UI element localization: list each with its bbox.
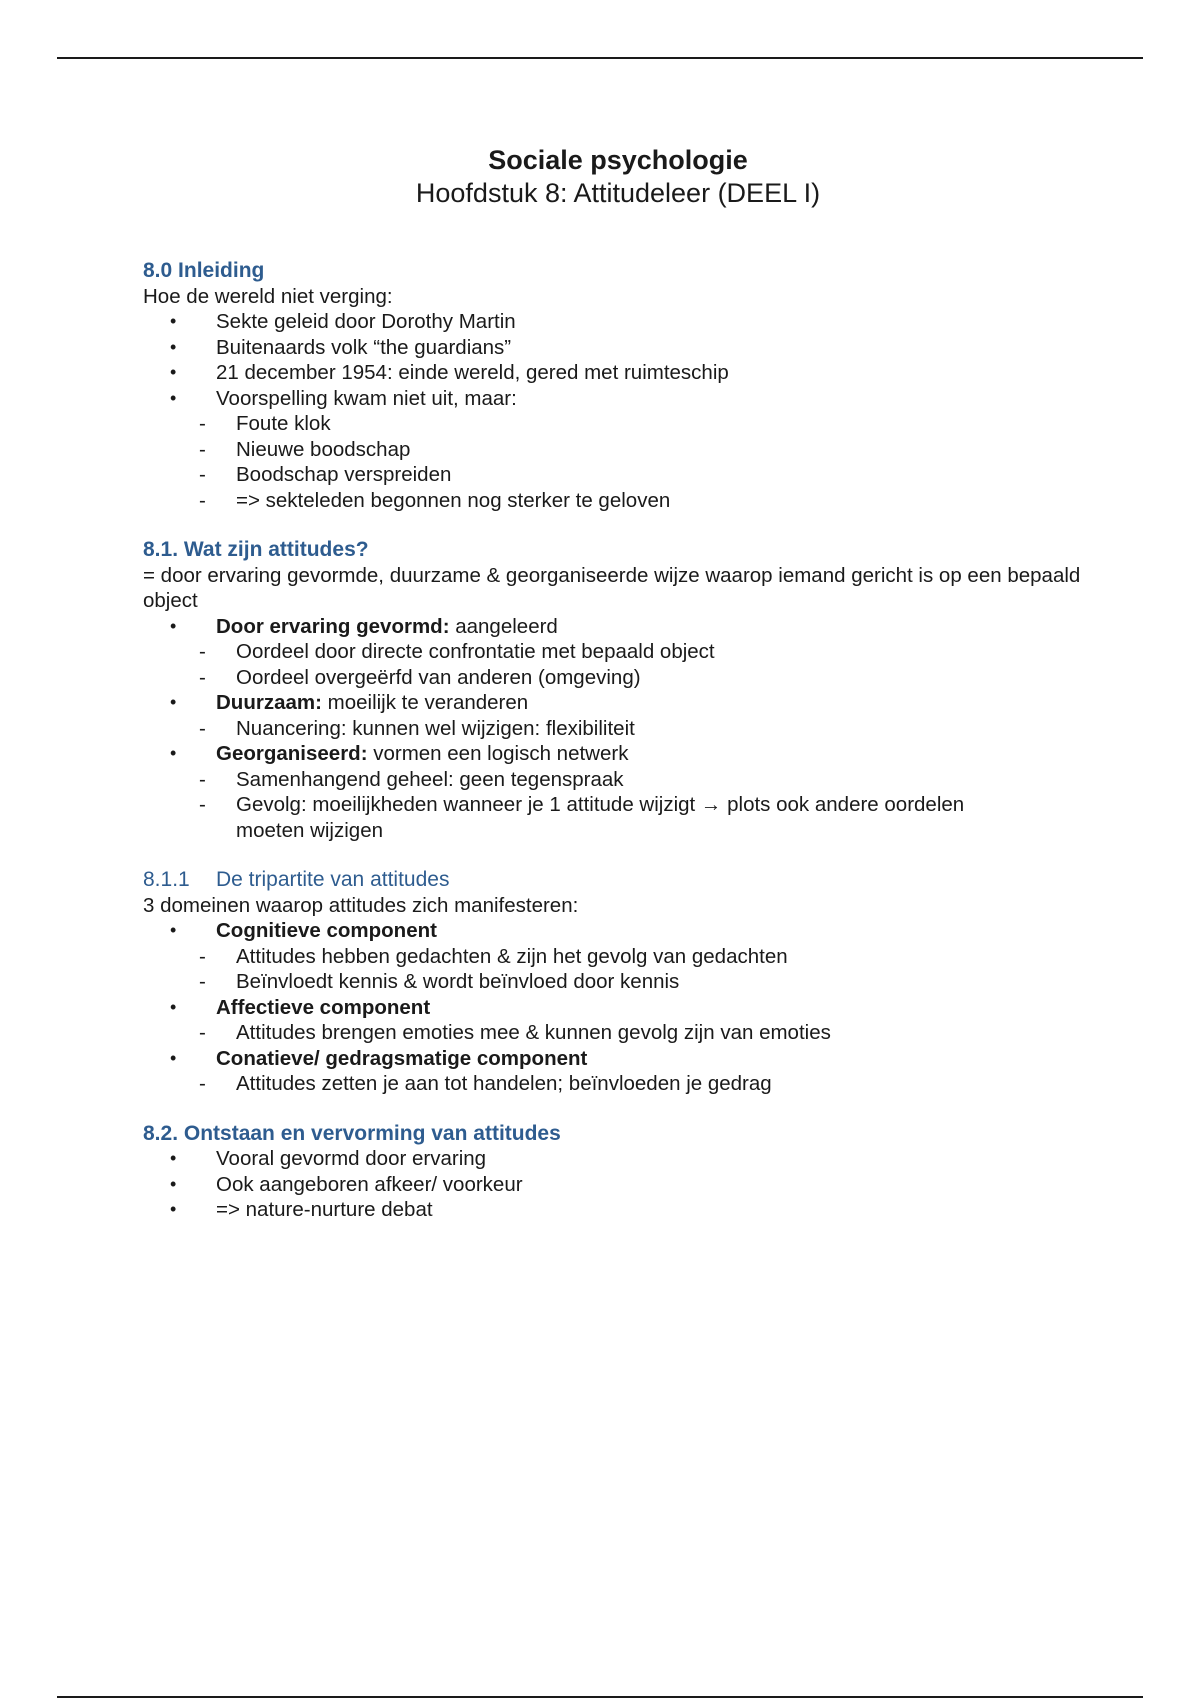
section-intro: 3 domeinen waarop attitudes zich manifesteren: (143, 893, 579, 917)
sub-list-item (143, 792, 1093, 843)
list-item-text: => nature-nurture debat (216, 1198, 433, 1221)
sub-list-item (143, 665, 1093, 691)
bullet-icon: • (170, 336, 177, 357)
bullet-icon: • (170, 920, 177, 940)
list-item-term: Duurzaam: (216, 691, 322, 714)
sub-list (143, 767, 1093, 844)
list-item-term: Conatieve/ gedragsmatige component (216, 1046, 588, 1070)
list-item-text: Vooral gevormd door ervaring (216, 1147, 487, 1170)
bullet-icon: • (170, 615, 177, 636)
document-body (143, 258, 1093, 1223)
section-heading-8-2: 8.2. Ontstaan en vervorming van attitudes (143, 1121, 561, 1145)
sub-list (143, 1020, 1093, 1046)
list-item (143, 614, 1093, 691)
list-item-text: Voorspelling kwam niet uit, maar: (216, 386, 517, 410)
dash-icon: - (199, 716, 206, 740)
bullet-icon: • (170, 1148, 177, 1168)
subsection-heading-8-1-1 (143, 867, 1093, 893)
dash-icon: - (199, 1072, 206, 1095)
subsection-number: 8.1.1 (143, 868, 190, 891)
section-heading-8-0: 8.0 Inleiding (143, 259, 265, 282)
list-item (143, 1146, 1093, 1172)
bullet-list (143, 1146, 1093, 1223)
list-item-term: Cognitieve component (216, 919, 437, 942)
sub-item-text: Attitudes zetten je aan tot handelen; beïnvloeden je gedrag (236, 1072, 772, 1095)
sub-list (143, 716, 1093, 742)
sub-item-text: Oordeel door directe confrontatie met bepaald object (236, 640, 715, 663)
dash-icon: - (199, 970, 206, 993)
section-heading-8-1: 8.1. Wat zijn attitudes? (143, 538, 369, 561)
sub-item-text: => sekteleden begonnen nog sterker te geloven (236, 488, 671, 512)
dash-icon: - (199, 437, 206, 461)
dash-icon: - (199, 1021, 206, 1044)
sub-list (143, 1071, 1093, 1097)
bullet-icon: • (170, 692, 177, 712)
list-item (143, 1197, 1093, 1223)
list-item-text: Buitenaards volk “the guardians” (216, 335, 512, 359)
sub-list-item (143, 437, 1093, 463)
list-item (143, 1172, 1093, 1198)
sub-item-text: Foute klok (236, 412, 331, 435)
sub-item-text: Nieuwe boodschap (236, 437, 411, 461)
dash-icon: - (199, 944, 206, 968)
header-rule (57, 57, 1143, 59)
sub-list-item (143, 1020, 1093, 1046)
list-item-term: Door ervaring gevormd: (216, 614, 450, 638)
list-item-text: moeilijk te veranderen (321, 691, 529, 714)
sub-list (143, 944, 1093, 995)
bullet-icon: • (170, 362, 177, 382)
dash-icon: - (199, 488, 206, 512)
list-item (143, 1046, 1093, 1097)
list-item (143, 309, 1093, 335)
sub-item-text: Samenhangend geheel: geen tegenspraak (236, 767, 624, 791)
dash-icon: - (199, 412, 206, 435)
list-item (143, 995, 1093, 1046)
sub-list-item (143, 969, 1093, 995)
sub-list-item (143, 1071, 1093, 1097)
dash-icon: - (199, 793, 206, 816)
sub-list-item (143, 411, 1093, 437)
sub-item-text: Oordeel overgeërfd van anderen (omgeving) (236, 665, 641, 689)
sub-list-item (143, 767, 1093, 793)
list-item-text: aangeleerd (449, 614, 558, 638)
list-item (143, 335, 1093, 361)
list-item (143, 741, 1093, 843)
list-item-text: 21 december 1954: einde wereld, gered met ruimteschip (216, 361, 729, 384)
sub-item-text: Attitudes hebben gedachten & zijn het gevolg van gedachten (236, 944, 788, 968)
bullet-icon: • (170, 1173, 177, 1194)
list-item-text: vormen een logisch netwerk (367, 742, 629, 765)
bullet-list (143, 309, 1093, 513)
list-item-term: Georganiseerd: (216, 742, 368, 765)
document-subtitle: Hoofdstuk 8: Attitudeleer (DEEL I) (415, 178, 821, 208)
bullet-icon: • (170, 387, 177, 408)
list-item (143, 918, 1093, 995)
bullet-list (143, 614, 1093, 844)
subsection-title: De tripartite van attitudes (216, 868, 450, 891)
sub-list-item (143, 488, 1093, 514)
sub-item-text: Attitudes brengen emoties mee & kunnen gevolg zijn van emoties (236, 1021, 831, 1044)
list-item-text: Ook aangeboren afkeer/ voorkeur (216, 1172, 523, 1196)
list-item-term: Affectieve component (216, 995, 431, 1019)
dash-icon: - (199, 463, 206, 486)
list-item (143, 360, 1093, 386)
sub-list-item (143, 639, 1093, 665)
definition-text: = door ervaring gevormde, duurzame & georganiseerde wijze waarop iemand gericht is op een bepaald object (143, 563, 1081, 612)
bullet-icon: • (170, 996, 177, 1017)
list-item (143, 690, 1093, 741)
dash-icon: - (199, 665, 206, 689)
sub-item-text: Beïnvloedt kennis & wordt beïnvloed door kennis (236, 970, 680, 993)
sub-list-item (143, 716, 1093, 742)
sub-list (143, 411, 1093, 513)
sub-list-item (143, 462, 1093, 488)
sub-list-item (143, 944, 1093, 970)
sub-item-text: Gevolg: moeilijkheden wanneer je 1 attitude wijzigt → plots ook andere oordelen moeten wijzigen (236, 793, 965, 842)
bullet-icon: • (170, 1047, 177, 1068)
list-item-text: Sekte geleid door Dorothy Martin (216, 310, 516, 333)
bullet-icon: • (170, 743, 177, 763)
footer-rule (57, 1696, 1143, 1698)
sub-list (143, 639, 1093, 690)
sub-item-text: Nuancering: kunnen wel wijzigen: flexibiliteit (236, 716, 635, 740)
dash-icon: - (199, 640, 206, 663)
sub-item-text: Boodschap verspreiden (236, 463, 452, 486)
dash-icon: - (199, 767, 206, 791)
section-intro: Hoe de wereld niet verging: (143, 284, 393, 308)
bullet-icon: • (170, 311, 177, 331)
list-item (143, 386, 1093, 514)
document-title: Sociale psychologie (488, 145, 748, 175)
bullet-icon: • (170, 1199, 177, 1219)
bullet-list (143, 918, 1093, 1097)
